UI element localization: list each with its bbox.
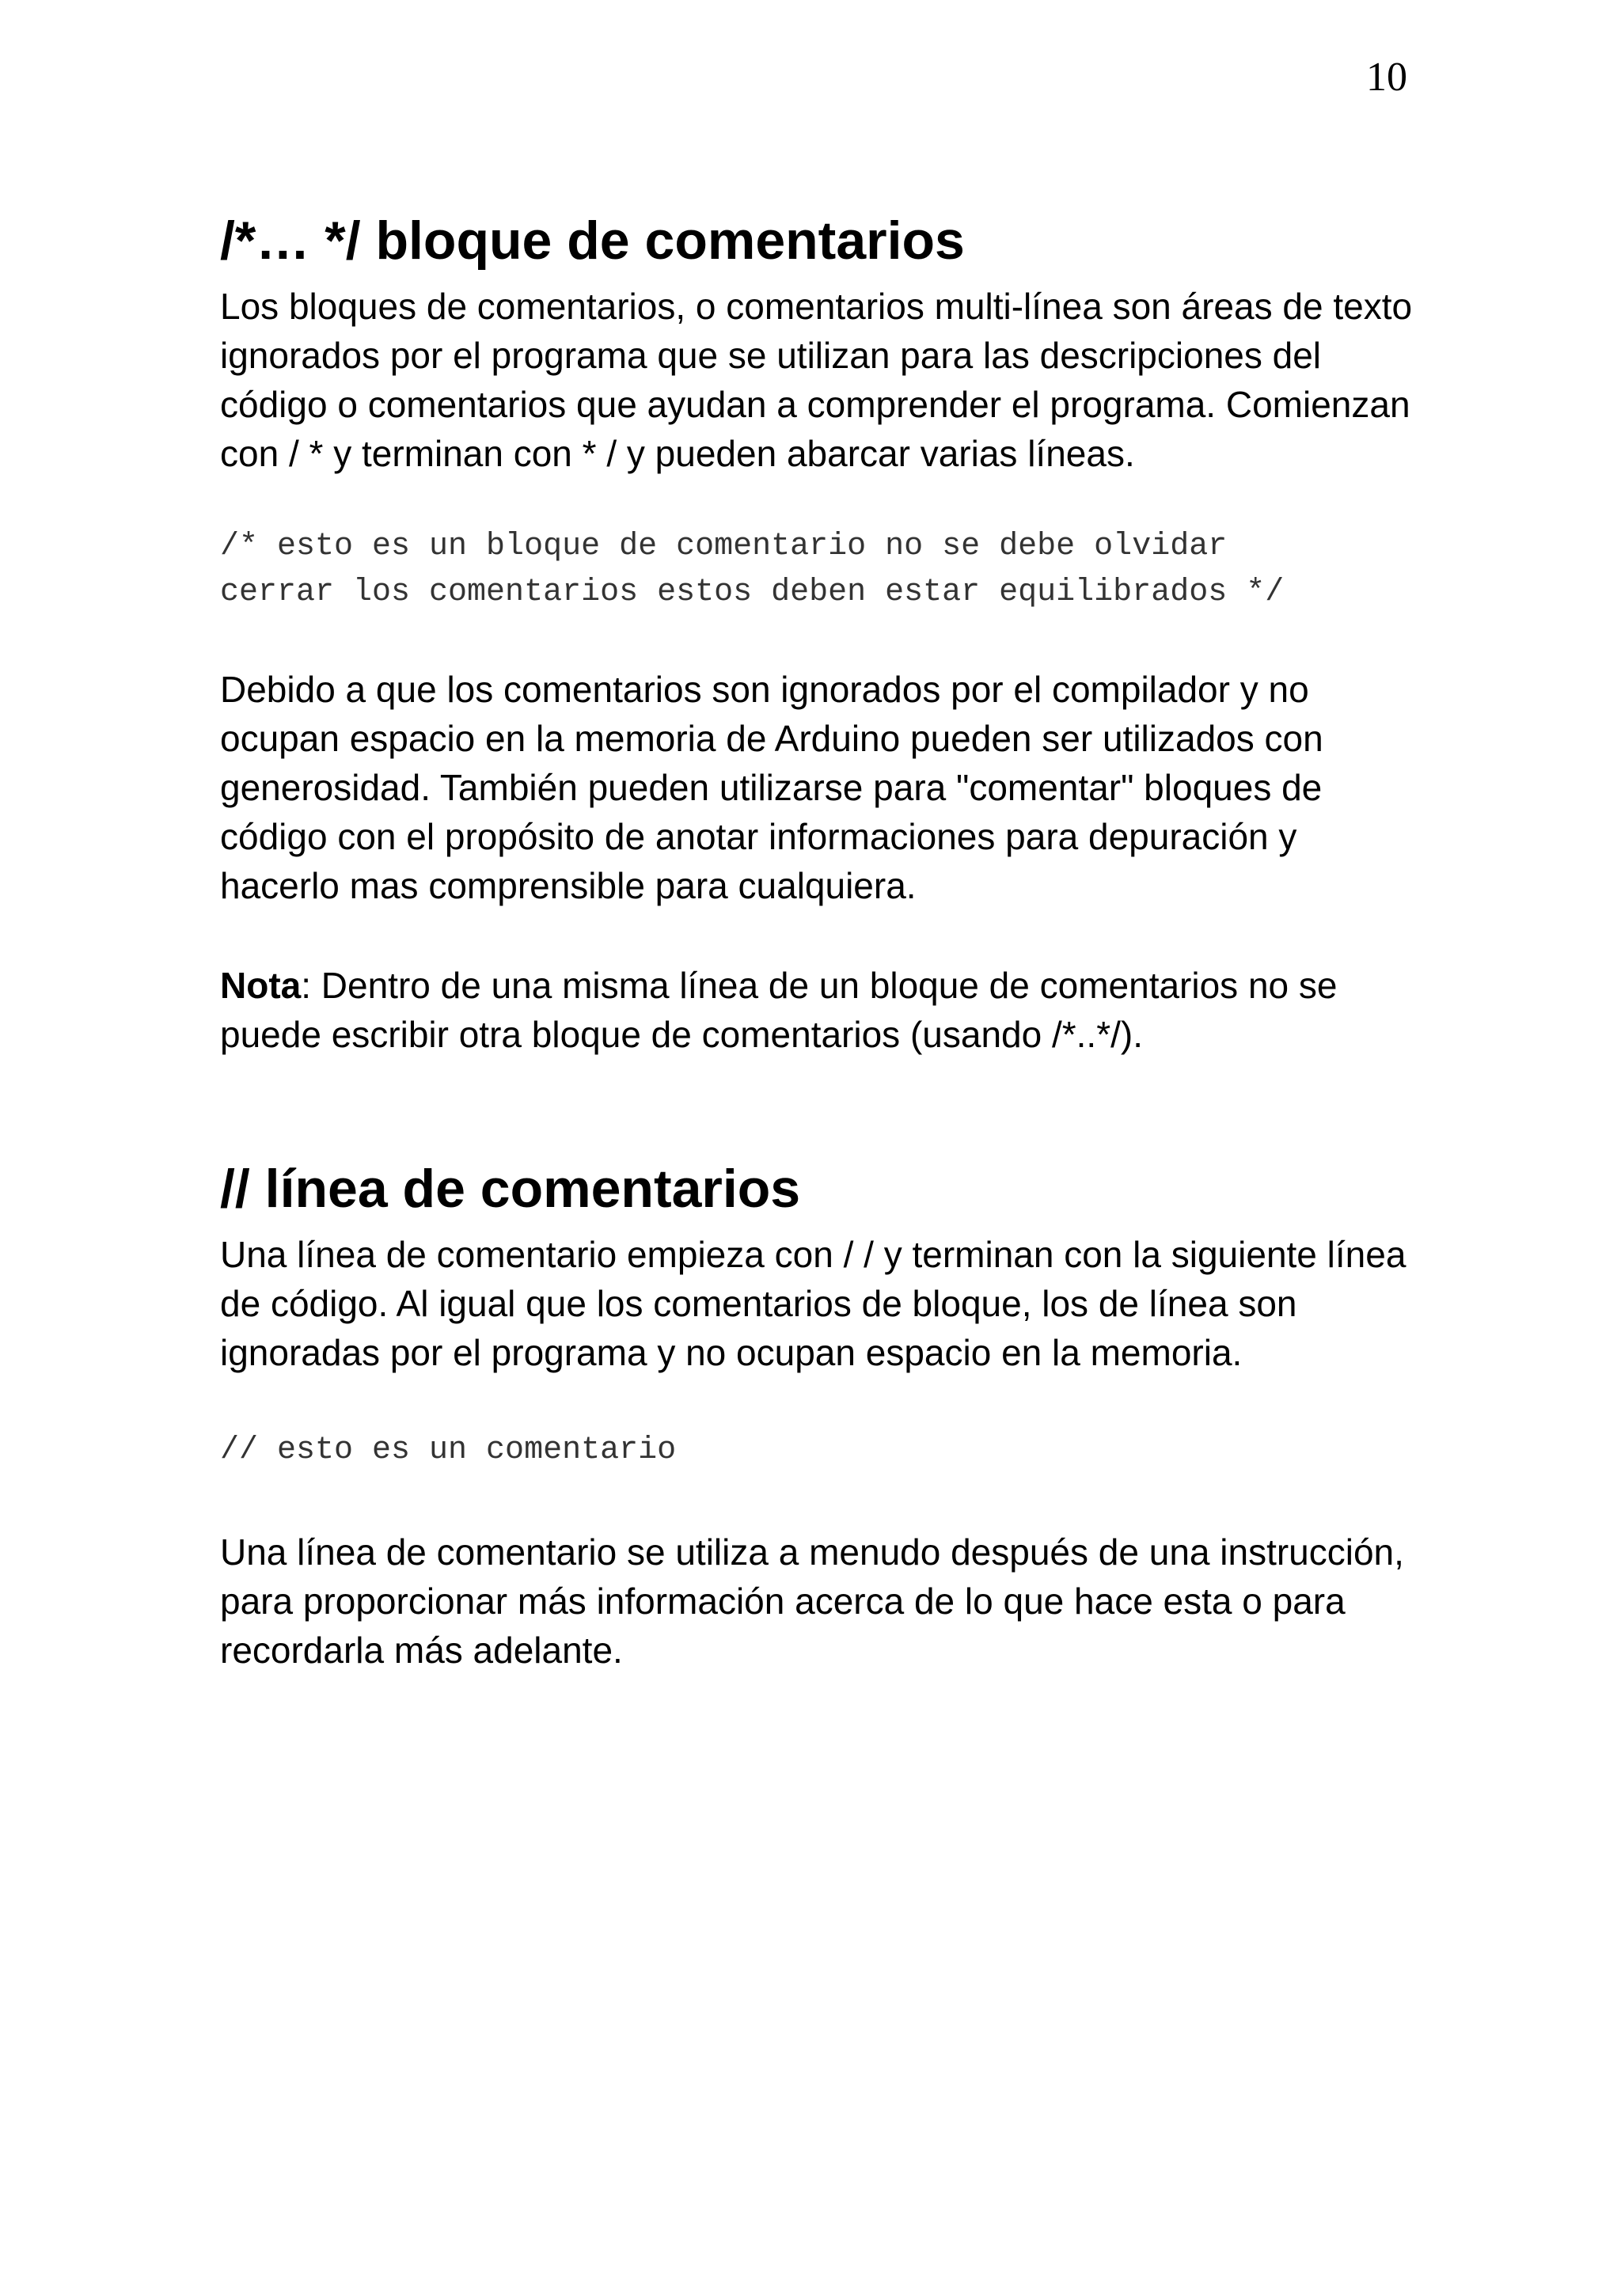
section-heading-line-comments: // línea de comentarios [220,1159,801,1219]
line-comments-body: Una línea de comentario se utiliza a menudo después de una instrucción, para proporcionar más información acerca de lo que hace esta o para recordarla más adelante. [220,1531,1404,1671]
block-comment-code-example: /* esto es un bloque de comentario no se debe olvidar cerrar los comentarios estos deben estar equilibrados */ [220,529,1285,610]
note-label: Nota [220,965,302,1006]
page-number: 10 [1366,55,1407,100]
page-content [220,207,1423,1675]
block-comments-intro: Los bloques de comentarios, o comentarios multi-línea son áreas de texto ignorados por el programa que se utilizan para las descripciones del código o comentarios que ayudan a comprender el programa. Comienzan con / * y terminan con * / y pueden abarcar varias líneas. [220,286,1413,474]
section-heading-block-comments: /*… */ bloque de comentarios [220,211,965,271]
block-comments-body: Debido a que los comentarios son ignorados por el compilador y no ocupan espacio en la memoria de Arduino pueden ser utilizados con generosidad. También pueden utilizarse para "comentar" bloques de código con el propósito de anotar informaciones para depuración y hacerlo mas comprensible para cualquiera. [220,669,1323,906]
block-comments-note [220,961,1423,1059]
line-comment-code-example: // esto es un comentario [220,1433,677,1468]
line-comments-intro: Una línea de comentario empieza con / / y terminan con la siguiente línea de código. Al igual que los comentarios de bloque, los de línea son ignoradas por el programa y no ocupan espacio en la memoria. [220,1234,1407,1373]
note-text: : Dentro de una misma línea de un bloque de comentarios no se puede escribir otra bloque de comentarios (usando /*..*/). [220,965,1338,1055]
